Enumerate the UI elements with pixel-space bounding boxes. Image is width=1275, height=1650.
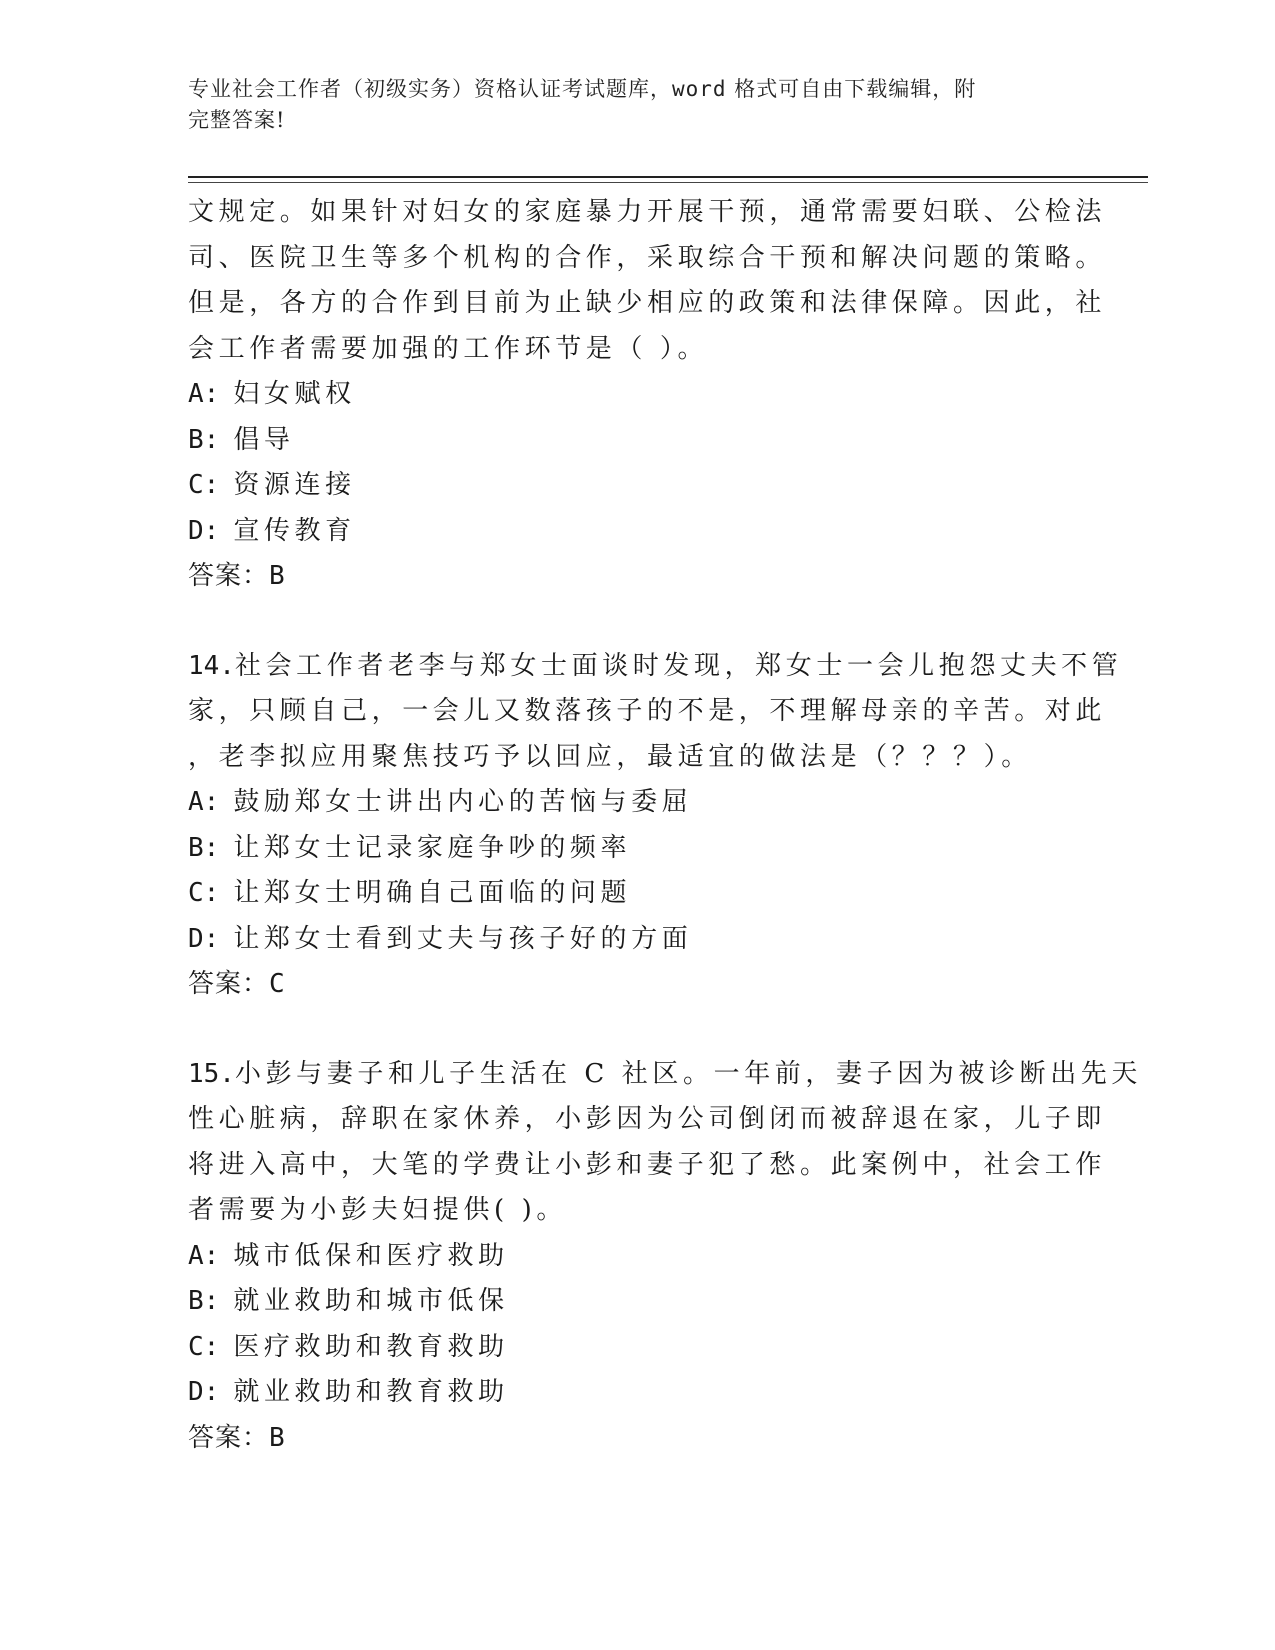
question-number: 15. xyxy=(188,1058,235,1089)
option-d: D: 宣传教育 xyxy=(188,515,356,546)
answer: 答案：B xyxy=(188,561,286,591)
answer: 答案：C xyxy=(188,969,286,999)
question-text-line: 会工作者需要加强的工作环节是（ ）。 xyxy=(188,333,709,364)
option-c: C: 让郑女士明确自己面临的问题 xyxy=(188,878,632,908)
question-number: 14. xyxy=(188,650,235,681)
option-d: D: 就业救助和教育救助 xyxy=(188,1377,509,1407)
option-a: A: 妇女赋权 xyxy=(188,379,356,409)
question-text-line: 家，只顾自己，一会儿又数落孩子的不是，不理解母亲的辛苦。对此 xyxy=(188,696,1107,726)
header-line-2: 完整答案! xyxy=(188,108,286,132)
page-header xyxy=(188,74,1068,136)
option-b: B: 就业救助和城市低保 xyxy=(188,1286,509,1316)
document-body xyxy=(188,190,1142,1461)
question-text-line: 但是，各方的合作到目前为止缺少相应的政策和法律保障。因此，社 xyxy=(188,288,1107,318)
answer-value: C xyxy=(269,969,286,999)
header-divider-thick xyxy=(188,176,1148,178)
option-c: C: 医疗救助和教育救助 xyxy=(188,1331,509,1362)
answer-value: B xyxy=(269,561,286,591)
question-text-line: ，老李拟应用聚焦技巧予以回应，最适宜的做法是（？？？）。 xyxy=(188,741,1032,772)
option-d: D: 让郑女士看到丈夫与孩子好的方面 xyxy=(188,923,693,954)
question-text-line: 性心脏病，辞职在家休养，小彭因为公司倒闭而被辞退在家，儿子即 xyxy=(188,1104,1107,1134)
question-text-line: 司、医院卫生等多个机构的合作，采取综合干预和解决问题的策略。 xyxy=(188,242,1107,273)
header-divider-thin xyxy=(188,182,1148,183)
question-text-line: 将进入高中，大笔的学费让小彭和妻子犯了愁。此案例中，社会工作 xyxy=(188,1149,1107,1180)
question-text-line: 15.小彭与妻子和儿子生活在 C 社区。一年前，妻子因为被诊断出先天 xyxy=(188,1058,1142,1089)
option-a: A: 城市低保和医疗救助 xyxy=(188,1240,509,1271)
question-text-line: 者需要为小彭夫妇提供( )。 xyxy=(188,1195,567,1225)
header-word-format: word xyxy=(672,77,727,101)
question-14 xyxy=(188,644,1123,1008)
option-b: B: 让郑女士记录家庭争吵的频率 xyxy=(188,832,632,863)
answer-value: B xyxy=(269,1422,286,1453)
header-line-1: 专业社会工作者（初级实务）资格认证考试题库，word 格式可自由下载编辑，附 xyxy=(188,77,977,101)
answer: 答案：B xyxy=(188,1422,286,1453)
question-text-line: 文规定。如果针对妇女的家庭暴力开展干预，通常需要妇联、公检法 xyxy=(188,197,1107,227)
question-15 xyxy=(188,1052,1142,1462)
option-a: A: 鼓励郑女士讲出内心的苦恼与委屈 xyxy=(188,787,693,817)
question-13 xyxy=(188,190,1107,600)
option-c: C: 资源连接 xyxy=(188,470,356,500)
option-b: B: 倡导 xyxy=(188,424,295,455)
question-text-line: 14.社会工作者老李与郑女士面谈时发现，郑女士一会儿抱怨丈夫不管 xyxy=(188,650,1123,681)
